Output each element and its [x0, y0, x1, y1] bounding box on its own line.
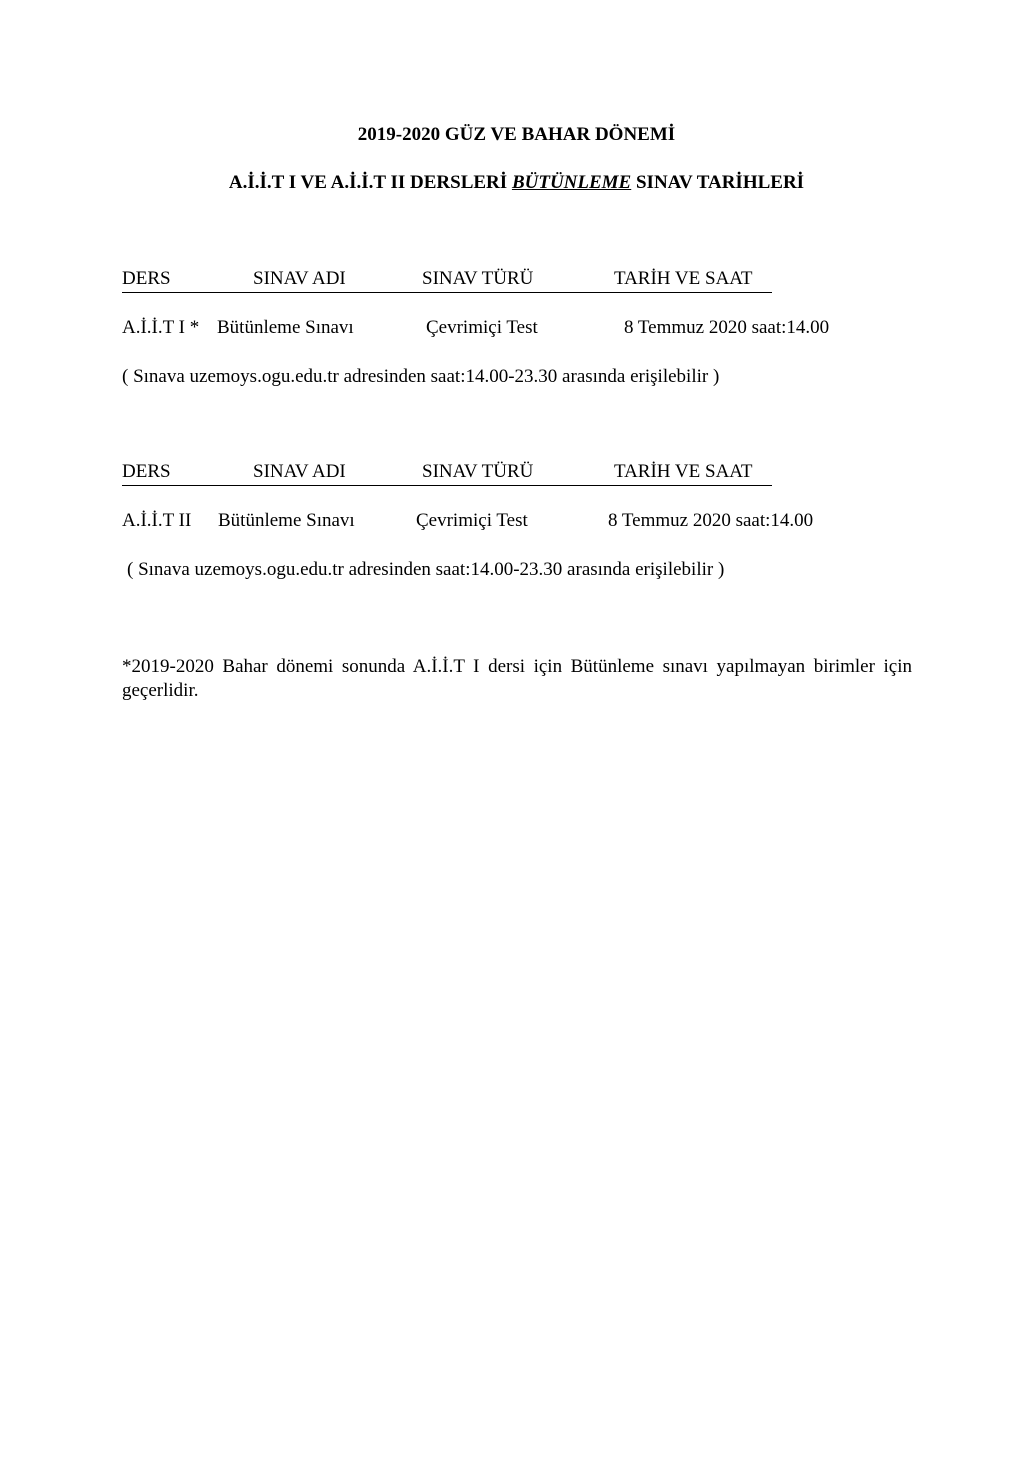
document-subtitle [0, 172, 1033, 194]
subtitle-prefix: A.İ.İ.T I VE A.İ.İ.T II DERSLERİ [228, 172, 512, 193]
row-ders: A.İ.İ.T I * [122, 317, 200, 338]
header-tarih-saat: TARİH VE SAAT [614, 268, 753, 289]
document-title: 2019-2020 GÜZ VE BAHAR DÖNEMİ [357, 124, 676, 145]
exam-access-note: ( Sınava uzemoys.ogu.edu.tr adresinden saat:14.00-23.30 arasında erişilebilir ) [122, 366, 720, 387]
exam-access-note: ( Sınava uzemoys.ogu.edu.tr adresinden saat:14.00-23.30 arasında erişilebilir ) [127, 559, 725, 580]
header-sinav-adi: SINAV ADI [253, 461, 346, 482]
exam-table-header [122, 268, 772, 293]
row-tarih-saat: 8 Temmuz 2020 saat:14.00 [624, 317, 830, 338]
header-sinav-adi: SINAV ADI [253, 268, 346, 289]
row-sinav-adi: Bütünleme Sınavı [218, 510, 355, 531]
footnote: *2019-2020 Bahar dönemi sonunda A.İ.İ.T I dersi için Bütünleme sınavı yapılmayan birimler için geçerlidir. [122, 656, 912, 701]
exam-row [122, 317, 902, 341]
row-sinav-turu: Çevrimiçi Test [416, 510, 528, 531]
row-sinav-adi: Bütünleme Sınavı [217, 317, 354, 338]
row-sinav-turu: Çevrimiçi Test [426, 317, 538, 338]
header-sinav-turu: SINAV TÜRÜ [422, 461, 534, 482]
header-tarih-saat: TARİH VE SAAT [614, 461, 753, 482]
row-tarih-saat: 8 Temmuz 2020 saat:14.00 [608, 510, 814, 531]
header-ders: DERS [122, 461, 171, 482]
header-ders: DERS [122, 268, 171, 289]
row-ders: A.İ.İ.T II [122, 510, 192, 531]
header-sinav-turu: SINAV TÜRÜ [422, 268, 534, 289]
subtitle-suffix: SINAV TARİHLERİ [631, 172, 805, 193]
subtitle-emphasis: BÜTÜNLEME [511, 172, 632, 193]
exam-row [122, 510, 902, 534]
exam-table-header [122, 461, 772, 486]
